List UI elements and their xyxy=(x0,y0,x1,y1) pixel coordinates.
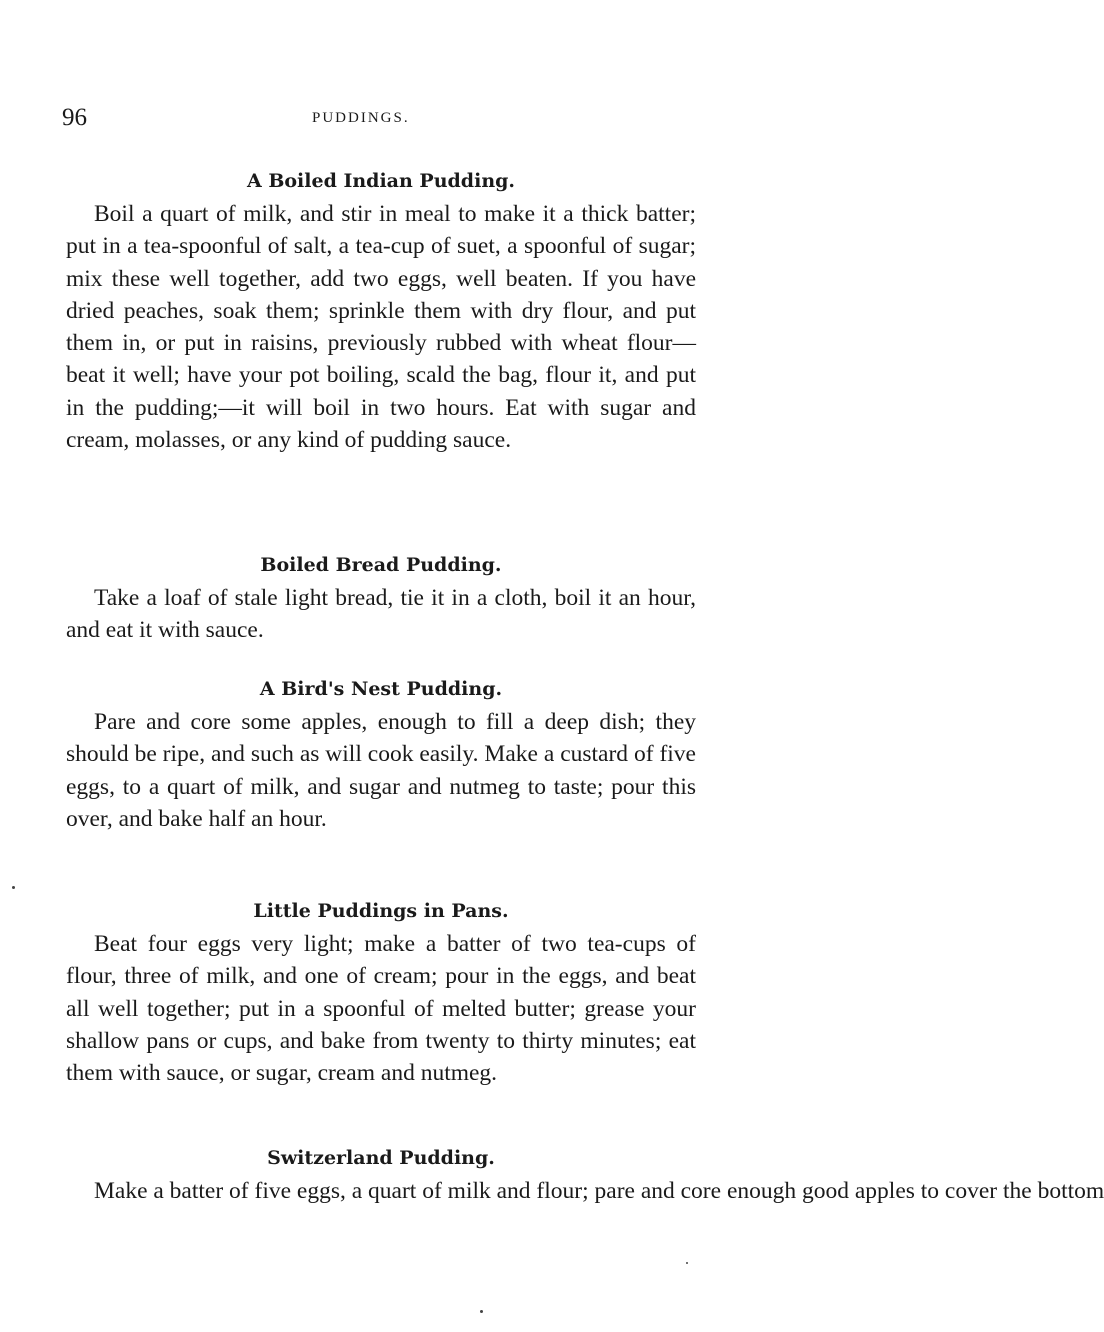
recipe-title: Boiled Bread Pudding. xyxy=(260,554,502,576)
recipe-title: Little Puddings in Pans. xyxy=(253,900,509,922)
recipe-boiled-bread-pudding xyxy=(66,548,696,647)
paper-speck xyxy=(480,1310,483,1313)
recipe-title: A Bird's Nest Pudding. xyxy=(259,678,503,700)
paper-speck xyxy=(12,886,15,889)
paper-speck xyxy=(686,1262,688,1264)
page-number: 96 xyxy=(62,104,87,131)
recipe-title: A Boiled Indian Pudding. xyxy=(246,170,516,192)
recipe-little-puddings-in-pans xyxy=(66,894,696,1089)
recipe-switzerland-pudding xyxy=(66,1141,1104,1207)
running-title: PUDDINGS. xyxy=(312,110,410,126)
recipe-birds-nest-pudding xyxy=(66,672,696,835)
recipe-boiled-indian-pudding xyxy=(66,164,696,456)
recipe-text: Make a batter of five eggs, a quart of milk and flour; pare and core enough good apples to cover the bottom xyxy=(94,1178,1104,1204)
recipe-text: Take a loaf of stale light bread, tie it in a cloth, boil it an hour, and eat it with sauce. xyxy=(66,585,696,644)
running-head xyxy=(62,104,702,134)
recipe-text: Beat four eggs very light; make a batter of two tea-cups of flour, three of milk, and one of cream; pour in the eggs, and beat all well together; put in a spoonful of melted butter; grease your shallow pans or cups, and bake from twenty to thirty minutes; eat them with sauce, or sugar, cream and nutmeg. xyxy=(66,931,696,1087)
recipe-title: Switzerland Pudding. xyxy=(267,1147,495,1169)
recipe-text: Boil a quart of milk, and stir in meal to make it a thick batter; put in a tea-spoonful of salt, a tea-cup of suet, a spoonful of sugar; mix these well together, add two eggs, well beaten. If you have dried peaches, soak them; sprinkle them with dry flour, and put them in, or put in raisins, previously rubbed with wheat flour—beat it well; have your pot boiling, scald the bag, flour it, and put in the pudding;—it will boil in two hours. Eat with sugar and cream, molasses, or any kind of pudding sauce. xyxy=(66,201,696,454)
recipe-text: Pare and core some apples, enough to fill a deep dish; they should be ripe, and such as will cook easily. Make a custard of five eggs, to a quart of milk, and sugar and nutmeg to taste; pour this over, and bake half an hour. xyxy=(66,709,696,832)
